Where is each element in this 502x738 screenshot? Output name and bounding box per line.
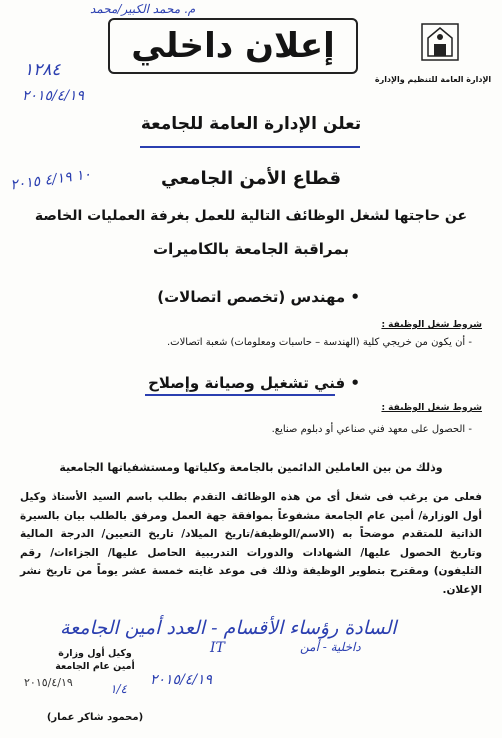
- underline-stroke: [145, 394, 335, 396]
- heading-university-admin: تعلن الإدارة العامة للجامعة: [140, 114, 362, 134]
- handwritten-number: ١٢٨٤: [24, 60, 61, 80]
- org-name: الإدارة العامة للتنظيم والإدارة: [374, 75, 492, 84]
- handwritten-distribution-note: السادة رؤساء الأقسام - العدد أمين الجامعة: [60, 617, 397, 639]
- eligibility-statement: وذلك من بين العاملين الدائمين بالجامعة وكلياتها ومستشفياتها الجامعية: [59, 461, 443, 474]
- handwritten-initials: ١/٤: [110, 682, 127, 696]
- announcement-title: إعلان داخلي: [108, 18, 358, 74]
- handwritten-bottom-date: ٢٠١٥/٤/١٩: [24, 676, 73, 689]
- handwritten-notes: داخلية - أمن: [300, 640, 361, 654]
- handwritten-footer-date: ٢٠١٥/٤/١٩: [150, 672, 213, 688]
- signatory-title: وكيل أول وزارة: [58, 648, 132, 659]
- job-title-technician: • فني تشغيل وصيانة وإصلاح: [148, 374, 360, 392]
- job-conditions-label: شروط شغل الوظيفة :: [381, 403, 482, 413]
- signatory-title: أمين عام الجامعة: [55, 661, 135, 672]
- handwritten-date: ٢٠١٥/٤/١٩: [22, 88, 85, 104]
- job-conditions-text: - الحصول على معهد فني صناعي أو دبلوم صنايع.: [271, 424, 472, 435]
- job-title-engineer: • مهندس (تخصص اتصالات): [157, 288, 360, 306]
- heading-job-need: عن حاجتها لشغل الوظائف التالية للعمل بغرفة العمليات الخاصة: [34, 208, 468, 224]
- university-logo: [420, 22, 460, 62]
- handwritten-stamp-date: ١٠ ٤/١٩ ٢٠١٥: [9, 166, 93, 194]
- job-conditions-text: - أن يكون من خريجي كلية (الهندسة – حاسبات ومعلومات) شعبة اتصالات.: [167, 337, 472, 348]
- heading-security-sector: قطاع الأمن الجامعي: [161, 168, 341, 189]
- job-conditions-label: شروط شغل الوظيفة :: [381, 320, 482, 330]
- application-instructions: فعلى من يرغب فى شغل أى من هذه الوظائف التقدم بطلب باسم السيد الأستاذ وكيل أول الوزارة/ أمين عام الجامعة مشفوعاً بموافقة جهة العمل ومرفق بالطلب بيان بالسيرة الذاتية للمتقدم موضحاً به (الاسم/الوظيفة/تاريخ الميلاد/ تاريخ التعيين/ الدرجة المالية وتاريخ الحصول عليها/ الشهادات والدورات التدريبية الحاصل عليها/ الجزاءات/ رقم التليفون) ومقترح بتطوير الوظيفة وذلك فى موعد غايته خمسة عشر يوماً من تاريخ نشر الإعلان.: [20, 491, 482, 596]
- handwritten-top-note: م. محمد الكبير/محمد: [90, 2, 196, 16]
- underline-stroke: [140, 146, 360, 148]
- heading-camera-monitoring: بمراقبة الجامعة بالكاميرات: [153, 240, 349, 258]
- handwritten-mark: IT: [210, 640, 225, 656]
- signatory-name: (محمود شاكر عمار): [46, 712, 144, 723]
